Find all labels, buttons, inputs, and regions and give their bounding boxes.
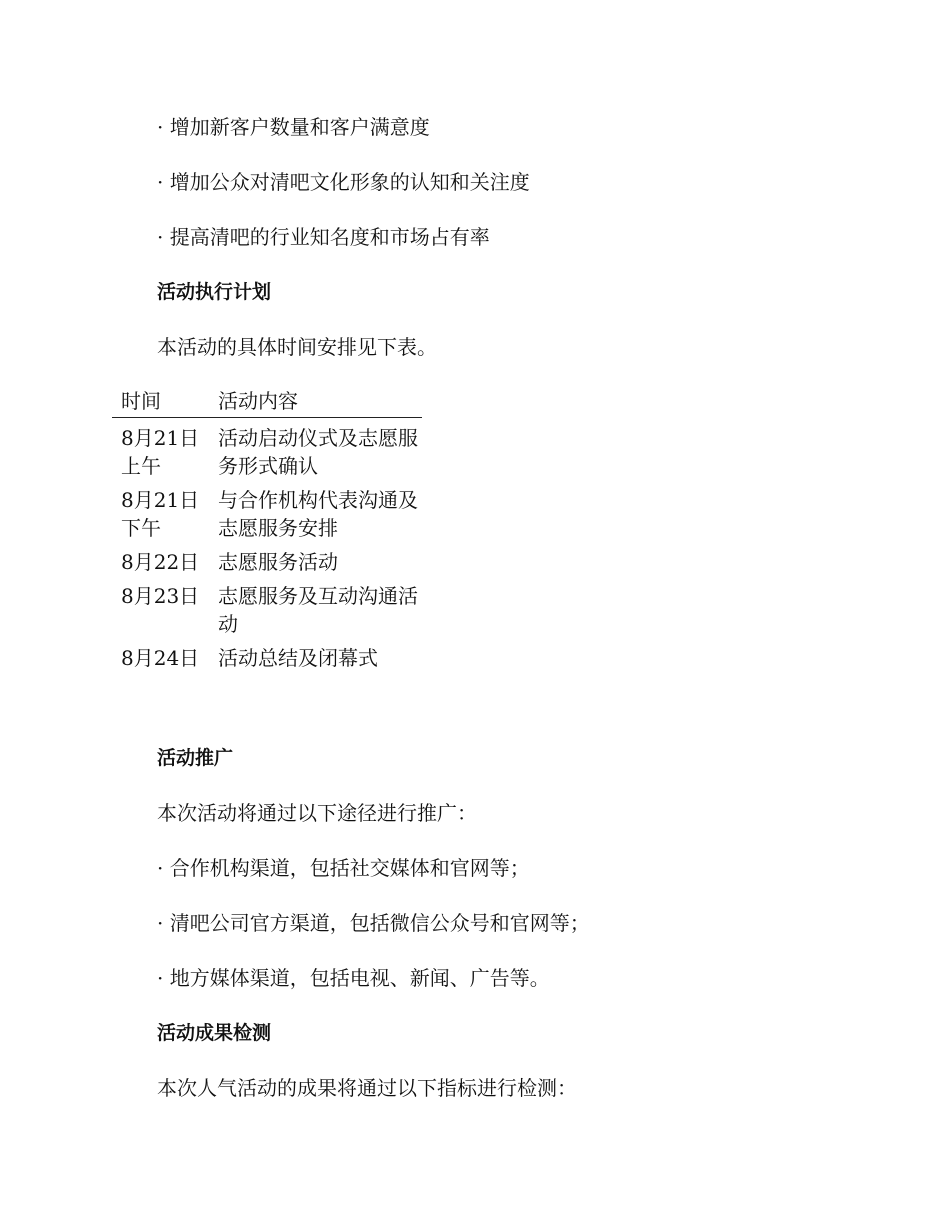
- promotion-intro: 本次活动将通过以下途径进行推广：: [157, 801, 477, 825]
- header-time: 时间: [121, 389, 161, 413]
- row-content: 志愿服务及互动沟通活动: [218, 584, 418, 636]
- results-intro: 本次人气活动的成果将通过以下指标进行检测：: [157, 1076, 577, 1100]
- table-row: [112, 576, 422, 638]
- table-row: [112, 418, 422, 480]
- goal-item-3: · 提高清吧的行业知名度和市场占有率: [157, 225, 490, 249]
- table-row: [112, 542, 422, 576]
- results-heading: 活动成果检测: [157, 1022, 272, 1044]
- table-row: [112, 638, 422, 672]
- table-header: [112, 387, 422, 418]
- row-content: 志愿服务活动: [218, 550, 338, 574]
- goal-item-2: · 增加公众对清吧文化形象的认知和关注度: [157, 170, 530, 194]
- execution-heading: 活动执行计划: [157, 281, 272, 303]
- schedule-table: [112, 387, 422, 672]
- row-content: 活动启动仪式及志愿服务形式确认: [218, 426, 418, 478]
- row-content: 与合作机构代表沟通及志愿服务安排: [218, 488, 418, 540]
- promotion-item-2: · 清吧公司官方渠道，包括微信公众号和官网等；: [157, 911, 590, 935]
- promotion-item-3: · 地方媒体渠道，包括电视、新闻、广告等。: [157, 966, 550, 990]
- header-content: 活动内容: [218, 389, 298, 413]
- execution-intro: 本活动的具体时间安排见下表。: [157, 335, 437, 359]
- row-time: 8月21日下午: [121, 488, 200, 540]
- goal-item-1: · 增加新客户数量和客户满意度: [157, 115, 430, 139]
- promotion-heading: 活动推广: [157, 747, 234, 769]
- row-time: 8月22日: [121, 550, 200, 574]
- row-time: 8月23日: [121, 584, 200, 608]
- row-time: 8月24日: [121, 646, 200, 670]
- table-row: [112, 480, 422, 542]
- row-time: 8月21日上午: [121, 426, 200, 478]
- promotion-item-1: · 合作机构渠道，包括社交媒体和官网等；: [157, 856, 530, 880]
- row-content: 活动总结及闭幕式: [218, 646, 378, 670]
